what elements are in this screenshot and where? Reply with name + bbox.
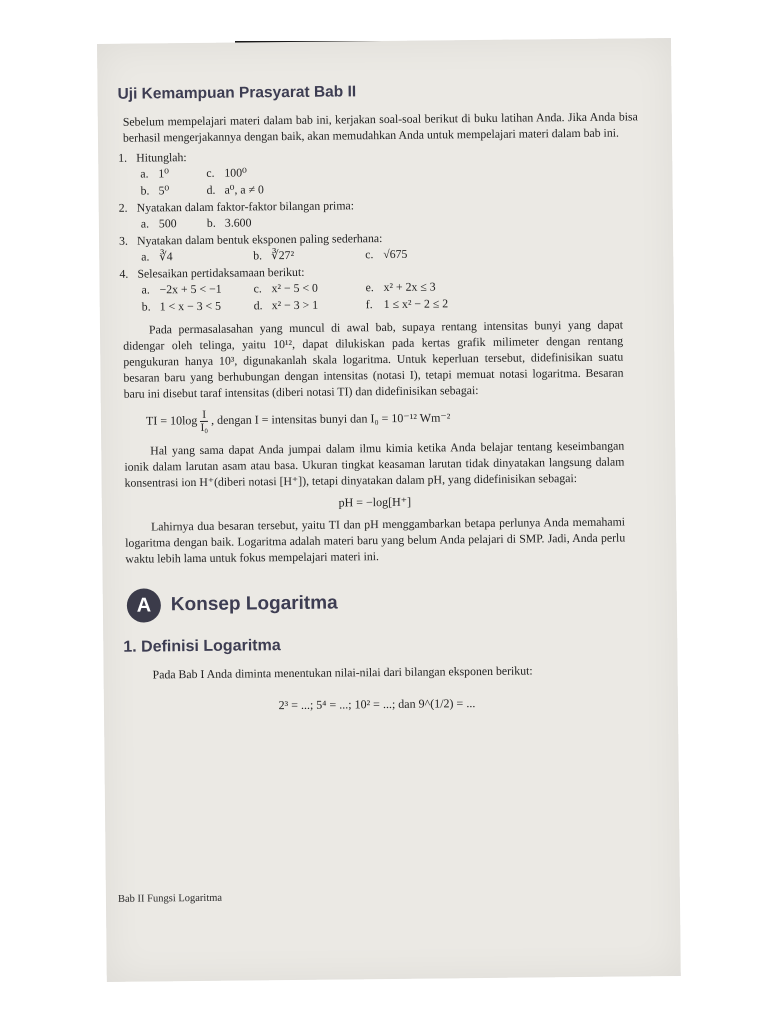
option-letter: f.: [365, 297, 373, 312]
question-text: Nyatakan dalam faktor-faktor bilangan prima:: [136, 198, 355, 215]
option-value: −2x + 5 < −1: [159, 281, 222, 297]
subsection-title: 1. Definisi Logaritma: [123, 637, 281, 656]
formula-ti-numerator: I: [200, 409, 208, 422]
option-value: x² − 3 > 1: [271, 297, 319, 313]
option-letter: b.: [141, 299, 151, 314]
formula-ti: [124, 404, 646, 434]
option-value: 1 ≤ x² − 2 ≤ 2: [383, 296, 449, 312]
option-item: [207, 214, 327, 232]
option-item: [254, 296, 366, 314]
paragraph-intensity: Pada permasalasahan yang muncul di awal bab, supaya rentang intensitas bunyi yang dapat didengar oleh telinga, yaitu 10¹², dapat dilukiskan pada kertas grafik milimeter dengan rentang pengukuran hanya 10³, digunakanlah skala logaritma. Untuk keperluan tersebut, didefinisikan suatu besaran baru yang berhubungan dengan intensitas (notasi I), tetapi memuat notasi logaritma. Besaran baru ini disebut taraf intensitas (diberi notasi TI) dan didefinisikan sebagai:: [123, 317, 624, 401]
option-item: [366, 295, 486, 313]
option-value: 5⁰: [158, 183, 170, 198]
option-item: [253, 279, 365, 297]
option-value: x² − 5 < 0: [271, 280, 318, 296]
option-item: [206, 164, 326, 182]
option-letter: c.: [365, 247, 374, 262]
option-item: [206, 181, 326, 199]
option-value: ∛27²: [271, 247, 295, 263]
formula-ph: pH = −log[H⁺]: [338, 494, 412, 510]
section-badge: A: [127, 588, 161, 622]
option-item: [141, 247, 253, 265]
page-content: [117, 80, 644, 716]
formula-ti-rhs: , dengan I = intensitas bunyi dan I₀ = 10⁻¹² Wm⁻²: [210, 410, 451, 428]
page-footer: Bab II Fungsi Logaritma: [117, 892, 223, 905]
question-number: 1.: [118, 150, 128, 165]
option-letter: e.: [365, 280, 374, 295]
option-value: 1 < x − 3 < 5: [159, 298, 222, 314]
option-item: [141, 215, 207, 233]
option-item: [365, 278, 485, 296]
book-page: [97, 38, 681, 982]
section-title: Konsep Logaritma: [170, 592, 338, 616]
option-letter: a.: [141, 249, 150, 264]
question-number: 4.: [119, 266, 129, 281]
option-letter: a.: [140, 216, 150, 231]
question-text: Nyatakan dalam bentuk eksponen paling sederhana:: [136, 231, 383, 248]
option-item: [253, 246, 365, 264]
paragraph-definition: Pada Bab I Anda diminta menentukan nilai-nilai dari bilangan eksponen berikut:: [152, 663, 533, 682]
formula-ti-fraction: [200, 409, 208, 434]
option-letter: a.: [141, 282, 150, 297]
option-letter: b.: [253, 248, 263, 263]
formula-ti-lhs: TI = 10log: [145, 413, 198, 428]
option-value: 1⁰: [158, 166, 170, 181]
paragraph-importance: Lahirnya dua besaran tersebut, yaitu TI dan pH menggambarkan betapa perlunya Anda memahami logaritma dengan baik. Logaritma adalah materi baru yang belum Anda pelajari di SMP. Jadi, Anda perlu waktu lebih lama untuk fokus mempelajari materi ini.: [125, 514, 626, 566]
option-value: 500: [158, 216, 177, 231]
option-value: √675: [383, 246, 408, 262]
option-item: [142, 297, 254, 315]
option-item: [365, 245, 485, 263]
question-number: 3.: [118, 233, 128, 248]
option-value: x² + 2x ≤ 3: [383, 279, 436, 295]
intro-paragraph: Sebelum mempelajari materi dalam bab ini, kerjakan soal-soal berikut di buku latihan Anda. Jika Anda bisa berhasil mengerjakannya dengan baik, akan memudahkan Anda untuk mempelajari materi dalam bab ini.: [122, 109, 638, 145]
option-item: [140, 165, 206, 183]
option-item: [141, 280, 253, 298]
question-number: 2.: [118, 200, 128, 215]
page-title: Uji Kemampuan Prasyarat Bab II: [117, 83, 357, 103]
option-letter: b.: [206, 215, 216, 230]
section-header: [123, 583, 643, 622]
option-letter: d.: [253, 298, 263, 313]
option-value: 100⁰: [224, 165, 247, 180]
option-value: a⁰, a ≠ 0: [224, 182, 264, 197]
option-letter: b.: [140, 183, 150, 198]
paragraph-ph: Hal yang sama dapat Anda jumpai dalam ilmu kimia ketika Anda belajar tentang keseimbangan ionik dalam larutan asam atau basa. Ukuran tingkat keasaman larutan tidak dinyatakan langsung dalam konsentrasi ion H⁺(diberi notasi [H⁺]), tetapi dinyatakan dalam pH, yang didefinisikan sebagai:: [124, 438, 625, 490]
option-letter: a.: [140, 166, 149, 181]
option-letter: c.: [206, 165, 215, 180]
option-value: ∛4: [159, 249, 173, 264]
option-letter: c.: [253, 281, 262, 296]
option-item: [140, 182, 206, 200]
formula-ti-denominator: I₀: [200, 421, 209, 434]
option-letter: d.: [206, 182, 216, 197]
question-list: [118, 144, 640, 315]
option-value: 3.600: [224, 215, 252, 230]
formula-exponents: 2³ = ...; 5⁴ = ...; 10² = ...; dan 9^(1/2) = ...: [278, 696, 476, 713]
question-text: Selesaikan pertidaksamaan berikut:: [137, 264, 305, 281]
question-text: Hitunglah:: [136, 150, 187, 165]
